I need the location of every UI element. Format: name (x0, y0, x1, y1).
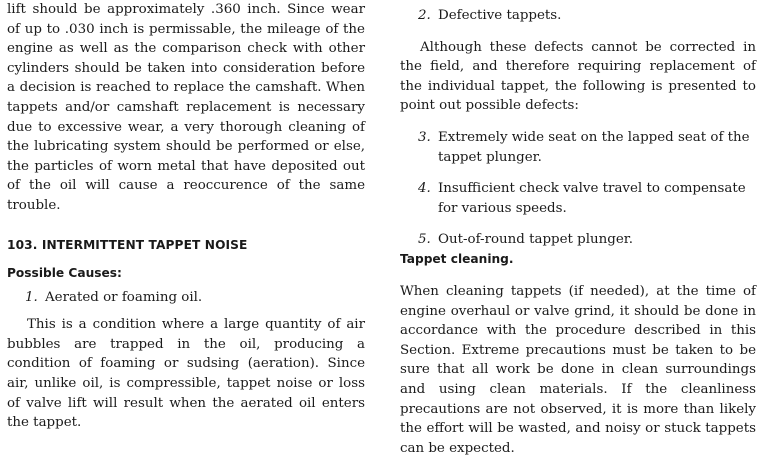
list-number: 5. (418, 232, 431, 248)
paragraph-tappet-cleaning: When cleaning tappets (if needed), at the time of engine overhaul or valve grind, it should be done in accordance with the procedure described in this Section. Extreme precautions must be taken to be sure that all work be done in clean surroundings and using clean materials. If the cleanliness precautions are not observed, it is more than likely the effort will be wasted, and noisy or stuck tappets can be expected. (400, 283, 756, 456)
paragraph-aerated-oil: This is a condition where a large quantity of air bubbles are trapped in the oil, producing a condition of foaming or sudsing (aeration). Since air, unlike oil, is compressible, tappet noise or loss of valve lift will result when the aerated oil enters the tappet. (7, 317, 365, 431)
list-text: Insufficient check valve travel to compensate for various speeds. (438, 181, 746, 216)
section-heading: 103. INTERMITTENT TAPPET NOISE (7, 237, 248, 252)
list-text: Defective tappets. (438, 8, 562, 23)
paragraph-camshaft-wear: lift should be approximately .360 inch. Since wear of up to .030 inch is permissable, the mileage of the engine as well as the comparison check with other cylinders should be taken into consideration before a decision is reached to replace the camshaft. When tappets and/or camshaft replacement is necessary due to excessive wear, a very thorough cleaning of the lubricating system should be performed or else, the particles of worn metal that have deposited out of the oil will cause a reoccurence of the same trouble. (7, 2, 365, 213)
right-column (400, 0, 756, 458)
list-text: Aerated or foaming oil. (45, 289, 203, 305)
list-item-1 (7, 288, 365, 308)
left-column (7, 0, 365, 433)
list-item-3 (400, 128, 756, 167)
list-number: 1. (25, 289, 38, 305)
list-item-4 (400, 179, 756, 218)
tappet-cleaning-heading: Tappet cleaning. (400, 251, 514, 266)
list-number: 2. (418, 8, 431, 23)
list-number: 3. (418, 129, 431, 145)
paragraph-defects-intro: Although these defects cannot be corrected in the field, and therefore requiring replacement of the individual tappet, the following is presented to point out possible defects: (400, 39, 756, 114)
possible-causes-label: Possible Causes: (7, 265, 122, 280)
list-text: Extremely wide seat on the lapped seat of the tappet plunger. (438, 129, 750, 165)
list-item-2 (400, 6, 756, 26)
list-text: Out-of-round tappet plunger. (438, 232, 633, 248)
list-number: 4. (418, 181, 431, 197)
list-item-5 (400, 230, 756, 250)
